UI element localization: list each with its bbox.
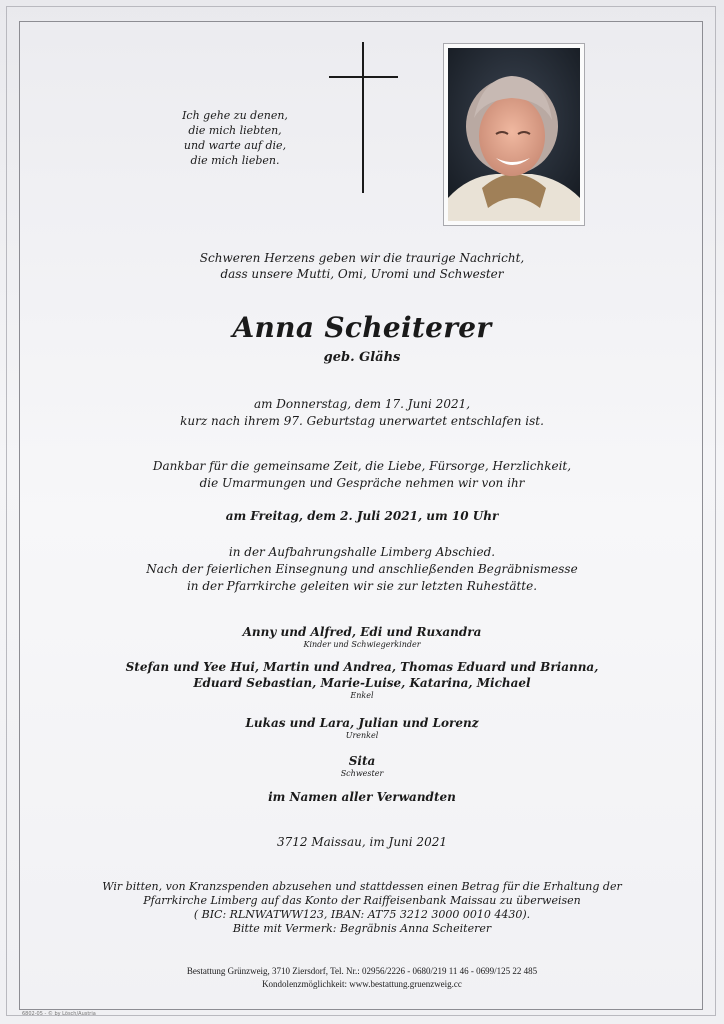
family-names: Anny und Alfred, Edi und Ruxandra [242, 625, 482, 639]
print-code: 6802-05 - © by Lösch/Austria [22, 1011, 96, 1017]
condolence-website: Kondolenzmöglichkeit: www.bestattung.gruenzweig.cc [262, 979, 462, 989]
donation-line: Wir bitten, von Kranzspenden abzusehen und stattdessen einen Betrag für die Erhaltung der [102, 880, 622, 893]
place-date: 3712 Maissau, im Juni 2021 [277, 835, 447, 849]
death-notice-line: kurz nach ihrem 97. Geburtstag unerwartet entschlafen ist. [180, 414, 544, 428]
intro-line: Schweren Herzens geben wir die traurige Nachricht, [199, 251, 525, 265]
family-role: Urenkel [345, 731, 379, 740]
death-notice [20, 396, 704, 430]
family-group-children [20, 624, 704, 650]
poem-line: Ich gehe zu denen, [182, 109, 288, 122]
intro-line: dass unsere Mutti, Omi, Uromi und Schwester [220, 267, 504, 281]
ceremony-line: Nach der feierlichen Einsegnung und anschließenden Begräbnismesse [146, 562, 578, 576]
donation-request [20, 880, 704, 936]
family-role: Schwester [340, 769, 384, 778]
thanks-line: Dankbar für die gemeinsame Zeit, die Liebe, Fürsorge, Herzlichkeit, [152, 459, 572, 473]
death-notice-line: am Donnerstag, dem 17. Juni 2021, [253, 397, 471, 411]
donation-line: Bitte mit Vermerk: Begräbnis Anna Scheiterer [232, 922, 492, 935]
family-group-sister [20, 753, 704, 779]
ceremony-date: am Freitag, dem 2. Juli 2021, um 10 Uhr [225, 509, 499, 523]
family-names: Stefan und Yee Hui, Martin und Andrea, Thomas Eduard und Brianna, [125, 660, 599, 674]
family-names: Eduard Sebastian, Marie-Luise, Katarina, Michael [193, 676, 531, 690]
donation-line: Pfarrkirche Limberg auf das Konto der Raiffeisenbank Maissau zu überweisen [143, 894, 581, 907]
family-group-grandchildren [20, 659, 704, 701]
family-names: Lukas und Lara, Julian und Lorenz [245, 716, 479, 730]
family-group-great-grandchildren [20, 715, 704, 741]
maiden-name: geb. Glähs [323, 350, 401, 365]
poem-line: die mich liebten, [188, 124, 282, 137]
ceremony-line: in der Pfarrkirche geleiten wir sie zur letzten Ruhestätte. [186, 579, 538, 593]
poem-line: die mich lieben. [190, 154, 280, 167]
thanks-line: die Umarmungen und Gespräche nehmen wir von ihr [199, 476, 525, 490]
family-role: Kinder und Schwiegerkinder [303, 640, 421, 649]
family-role: Enkel [350, 691, 374, 700]
deceased-name: Anna Scheiterer [232, 311, 492, 344]
funeral-home-contact: Bestattung Grünzweig, 3710 Ziersdorf, Tel. Nr.: 02956/2226 - 0680/219 11 46 - 0699/125 22 485 [186, 966, 538, 976]
portrait-photo [448, 48, 580, 221]
donation-line: ( BIC: RLNWATWW123, IBAN: AT75 3212 3000 0010 4430). [193, 908, 531, 921]
poem-line: und warte auf die, [183, 139, 287, 152]
poem-verse [150, 108, 320, 168]
intro-text [20, 250, 704, 282]
family-names: Sita [348, 754, 376, 768]
ceremony-text [20, 544, 704, 595]
on-behalf-text: im Namen aller Verwandten [268, 790, 456, 804]
ceremony-line: in der Aufbahrungshalle Limberg Abschied. [228, 545, 496, 559]
thanks-text [20, 458, 704, 492]
